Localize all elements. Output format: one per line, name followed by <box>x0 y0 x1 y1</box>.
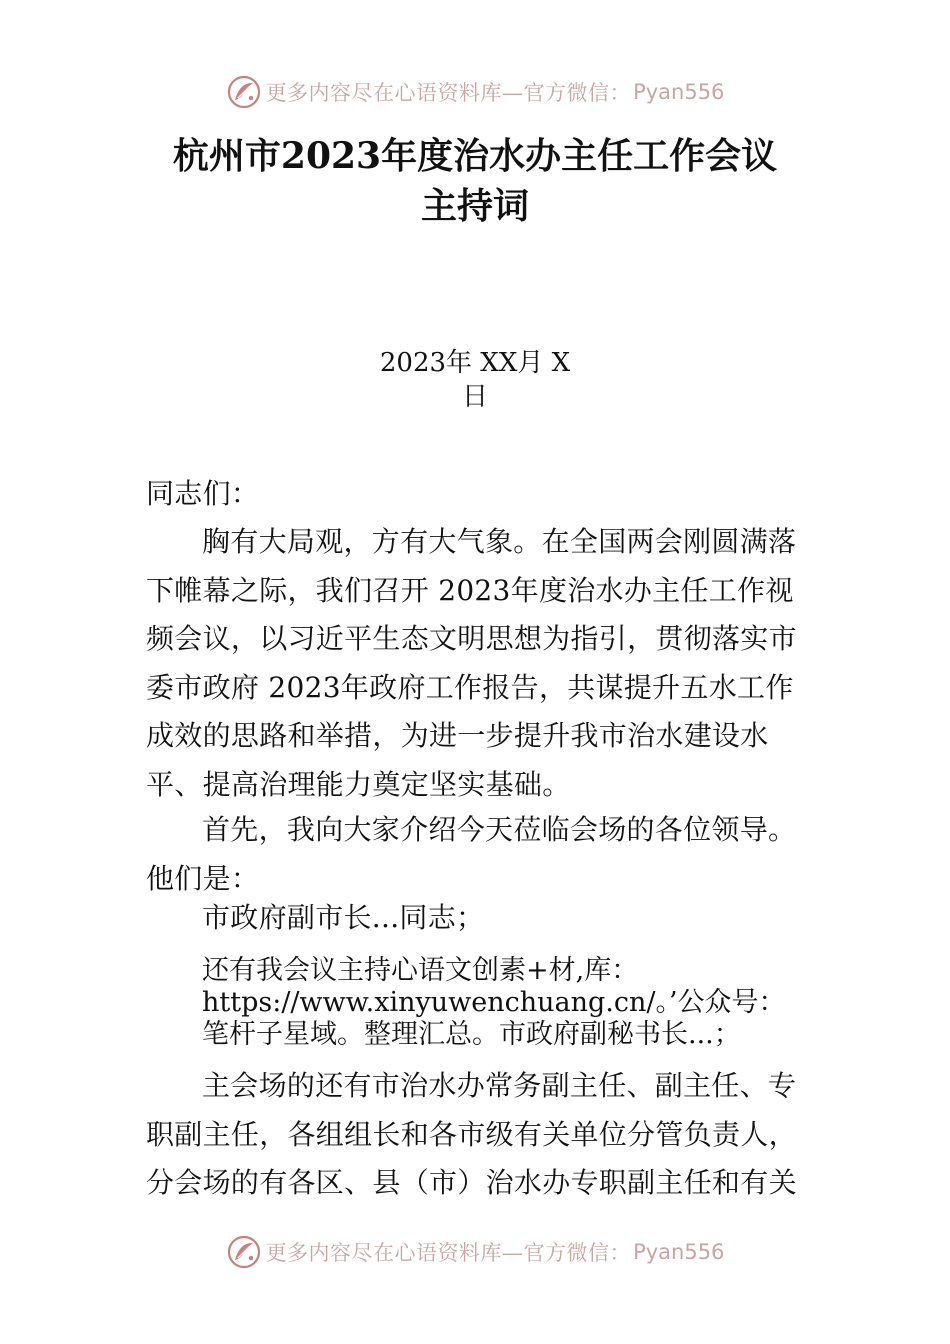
salutation: 同志们： <box>146 477 260 510</box>
paragraph-watermarked-note: 还有我会议主持心语文创素+材,库：https://www.xinyuwenchuang.cn/。’公众号：笔杆子星域。整理汇总。市政府副秘书长...； <box>202 955 786 1050</box>
document-title: 杭州市2023年度治水办主任工作会议 <box>172 135 778 177</box>
paragraph-introduce-leaders: 首先，我向大家介绍今天莅临会场的各位领导。他们是： <box>146 813 797 895</box>
watermark-text: 更多内容尽在心语资料库—官方微信： <box>265 81 632 105</box>
document-date: 2023年 XX月 X <box>379 348 571 378</box>
document-title-line2: 主持词 <box>420 185 529 227</box>
logo-icon <box>226 74 262 110</box>
watermark-wechat-id: Pyan556 <box>633 80 725 104</box>
watermark-wechat-id: Pyan556 <box>633 1240 725 1264</box>
paragraph-attendees: 主会场的还有市治水办常务副主任、副主任、专职副主任，各组组长和各市级有关单位分管负责人，分会场的有各区、县（市）治水办专职副主任和有关 <box>146 1069 797 1199</box>
watermark-banner-bottom <box>0 1232 950 1272</box>
document-date-line2: 日 <box>461 382 488 412</box>
logo-icon <box>226 1234 262 1270</box>
watermark-text: 更多内容尽在心语资料库—官方微信： <box>265 1241 632 1265</box>
paragraph-intro: 胸有大局观，方有大气象。在全国两会刚圆满落下帷幕之际，我们召开 2023年度治水办主任工作视频会议，以习近平生态文明思想为指引，贯彻落实市委市政府 2023年政府工作报告，共谋提升五水工作成效的思路和举措，为进一步提升我市治水建设水平、提高治理能力奠定坚实基础。 <box>146 525 797 801</box>
watermark-banner-top <box>0 72 950 112</box>
paragraph-vice-mayor: 市政府副市长...同志； <box>202 901 485 934</box>
